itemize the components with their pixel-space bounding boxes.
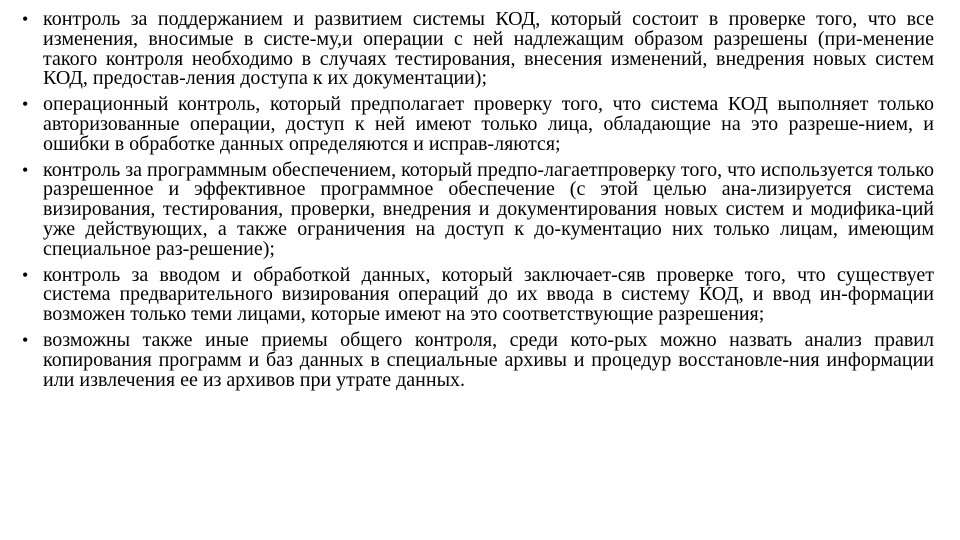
bullet-icon: • <box>22 264 29 285</box>
bullet-list <box>22 10 934 390</box>
bullet-item-maintenance-control <box>22 10 934 89</box>
bullet-icon: • <box>22 159 29 180</box>
bullet-text: возможны также иные приемы общего контроля, среди кото-рых можно назвать анализ правил копирования программ и баз данных в специальные архивы и процедур восстановле-ния информации или извлечения ее из архивов при утрате данных. <box>43 328 934 391</box>
bullet-item-operational-control <box>22 95 934 154</box>
bullet-item-input-control <box>22 263 934 326</box>
bullet-icon: • <box>22 94 29 115</box>
bullet-icon: • <box>22 329 29 350</box>
bullet-item-software-control <box>22 158 934 260</box>
bullet-icon: • <box>22 9 29 29</box>
bullet-text: контроль за программным обеспечением, который предпо-лагаетпроверку того, что используется только разрешенное и эффективное программное обеспечение (с этой целью ана-лизируется система визирования, тестирования, проверки, внедрения и документирования новых систем и модифика-ций уже действующих, а также ограничения на доступ к до-кументацио них только лицам, имеющим специальное раз-решение); <box>43 158 934 260</box>
bullet-text: контроль за вводом и обработкой данных, который заключает-сяв проверке того, что существует система предварительного визирования операций до их ввода в систему КОД, и ввод ин-формации возможен только теми лицами, которые имеют на это соответствующие разрешения; <box>43 263 934 326</box>
bullet-text: контроль за поддержанием и развитием системы КОД, который состоит в проверке того, что все изменения, вносимые в систе-му,и операции с ней надлежащим образом разрешены (при-менение такого контроля необходимо в случаях тестирования, внесения изменений, внедрения новых систем КОД, предостав-ления доступа к их документации); <box>43 8 934 90</box>
bullet-text: операционный контроль, который предполагает проверку того, что система КОД выполняет только авторизованные операции, доступ к ней имеют только лица, обладающие на это разреше-нием, и ошибки в обработке данных определяются и исправ-ляются; <box>43 93 934 155</box>
bullet-item-other-methods <box>22 328 934 391</box>
